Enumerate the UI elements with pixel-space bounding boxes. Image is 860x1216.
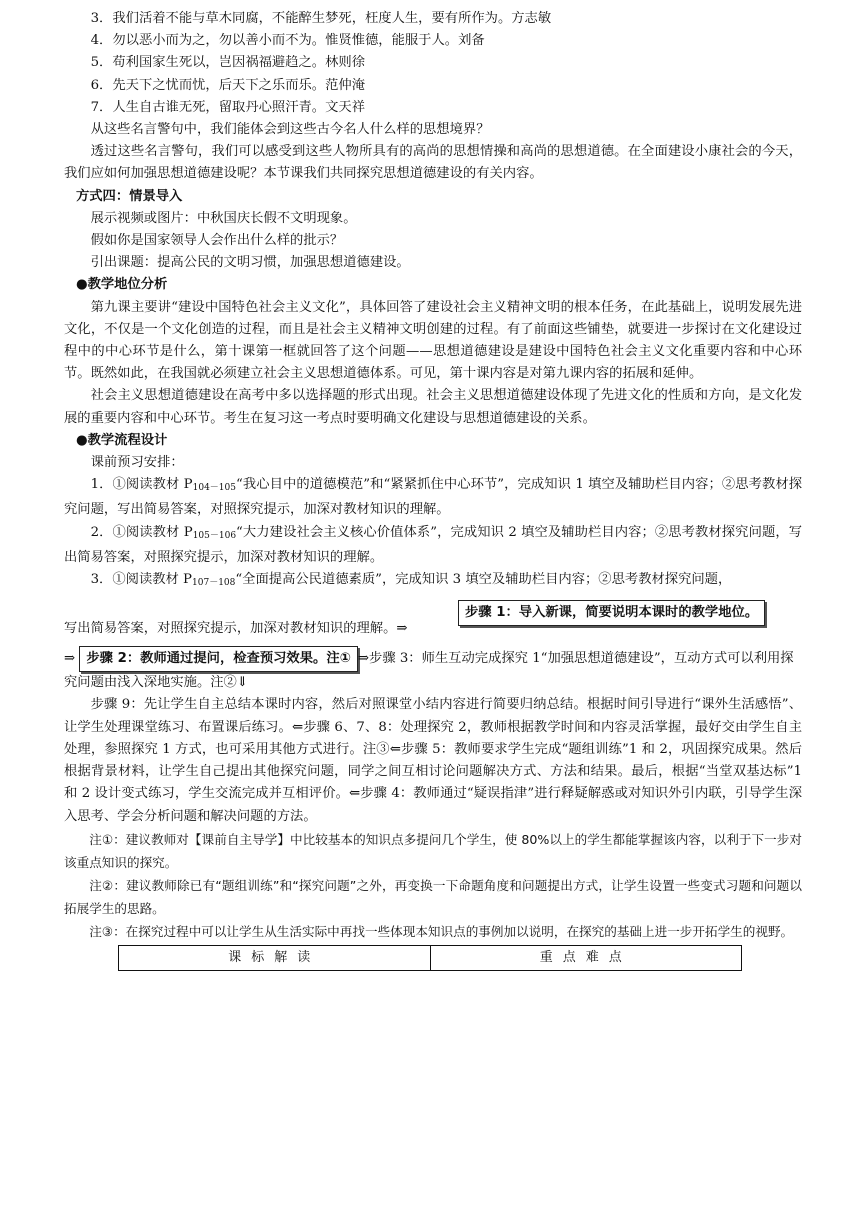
prep-title: 课前预习安排：	[90, 455, 184, 471]
question-text: 从这些名言警句中，我们能体会到这些古今名人什么样的思想境界？	[90, 122, 490, 138]
position-paragraph: 第九课主要讲“建设中国特色社会主义文化”，具体回答了建设社会主义精神文明的根本任务，在此基础上，说明发展先进文化，不仅是一个文化创造的过程，而且是社会主义精神文明创建的过程。有了前面这些铺垫，就要进一步探讨在文化建设过程中的中心环节是什么，第十课第一框就回答了这个问题——思想道德建设是建设中国特色社会主义文化重要内容和中心环节。既然如此，在我国就必须建立社会主义思想道德体系。可见，第十课内容是对第九课内容的拓展和延伸。	[64, 299, 802, 382]
quote-line: 5．苟利国家生死以，岂因祸福避趋之。林则徐	[90, 55, 365, 71]
position-heading: ●教学地位分析	[75, 277, 168, 293]
step2-box: 步骤 2：教师通过提问，检查预习效果。注①	[79, 646, 357, 672]
steps-paragraph: 步骤 9：先让学生自主总结本课时内容，然后对照课堂小结内容进行简要归纳总结。根据时间引导进行“课外生活感悟”、让学生处理课堂练习、布置课后练习。⇐步骤 6、7、8：处理探究 2，教师根据教学时间和内容灵活掌握，最好交由学生自主处理，参照探究 1 方式，也可采用其他方式进行。注③⇐步骤 5：教师要求学生完成“题组训练”1 和 2，巩固探究成果。然后根据背景材料，让学生自己提出其他探究问题，同学之间互相讨论问题解决方式、方法和结果。最后，根据“当堂双基达标”1 和 2 设计变式练习，学生交流完成并互相评价。⇐步骤 4：教师通过“疑误指津”进行释疑解惑或对知识外引内联，引导学生深入思考、学会分析问题和解决问题的方法。	[64, 697, 802, 824]
header-table	[118, 945, 742, 971]
method4-line: 引出课题：提高公民的文明习惯，加强思想道德建设。	[90, 255, 410, 271]
position-paragraph: 社会主义思想道德建设在高考中多以选择题的形式出现。社会主义思想道德建设体现了先进文化的性质和方向，是文化发展的重要内容和中心环节。考生在复习这一考点时要明确文化建设与思想道德建设的关系。	[64, 388, 802, 426]
method4-line: 假如你是国家领导人会作出什么样的批示？	[90, 233, 344, 249]
quote-line: 3．我们活着不能与草木同腐，不能醉生梦死，枉度人生，要有所作为。方志敏	[90, 11, 552, 26]
flow-arrow: ⇒	[64, 651, 76, 667]
flow-heading: ●教学流程设计	[75, 432, 168, 448]
step1-box: 步骤 1：导入新课，简要说明本课时的教学地位。	[458, 600, 765, 626]
quote-line: 7．人生自古谁无死，留取丹心照汗青。文天祥	[90, 99, 365, 115]
quote-line: 4．勿以恶小而为之，勿以善小而不为。惟贤惟德，能服于人。刘备	[90, 33, 485, 49]
flow-step1-row	[64, 594, 802, 640]
method4-title: 方式四：情景导入	[75, 188, 183, 204]
prep-item-3: 3．①阅读教材 $P_{107-108}“$全面提高公民道德素质”，完成知识 3 填空及辅助栏目内容；②思考教材探究问题，	[90, 572, 732, 589]
answer-paragraph: 透过这些名言警句，我们可以感受到这些人物所具有的高尚的思想情操和高尚的思想道德。在全面建设小康社会的今天，我们应如何加强思想道德建设呢？本节课我们共同探究思想道德建设的有关内容。	[64, 144, 802, 182]
prep-item-1: 1．①阅读教材 $P_{104-105}“$我心目中的道德模范”和“紧紧抓住中心环节”，完成知识 1 填空及辅助栏目内容；②思考教材探究问题，写出简易答案，对照探究提示，加深对教材知识的理解。	[64, 477, 802, 518]
flow-step2-row	[64, 646, 802, 694]
method4-line: 展示视频或图片：中秋国庆长假不文明现象。	[90, 210, 357, 226]
note-1: 注①：建议教师对【课前自主导学】中比较基本的知识点多提问几个学生，使 80%以上的学生都能掌握该内容，以利于下一步对该重点知识的探究。	[64, 831, 802, 870]
step3-text: ⇒步骤 3：师生互动完成探究 1“加强思想道德建设”，互动方式可以利用探究问题由浅入深地实施。注②⇓	[64, 651, 794, 691]
prep-item-3-tail: 写出简易答案，对照探究提示，加深对教材知识的理解。⇒	[64, 621, 408, 637]
prep-item-2: 2．①阅读教材 $P_{105-106}“$大力建设社会主义核心价值体系”，完成知识 2 填空及辅助栏目内容；②思考教材探究问题，写出简易答案，对照探究提示，加深对教材知识的理解。	[64, 524, 802, 565]
note-3: 注③：在探究过程中可以让学生从生活实际中再找一些体现本知识点的事例加以说明，在探究的基础上进一步开拓学生的视野。	[89, 923, 794, 939]
quote-line: 6．先天下之忧而忧，后天下之乐而乐。范仲淹	[90, 77, 365, 93]
document-page	[64, 8, 802, 971]
table-header-keypoints: 重点难点	[430, 945, 742, 970]
note-2: 注②：建议教师除已有“题组训练”和“探究问题”之外，再变换一下命题角度和问题提出方式，让学生设置一些变式习题和问题以拓展学生的思路。	[64, 877, 802, 916]
table-header-curriculum: 课标解读	[119, 945, 431, 970]
